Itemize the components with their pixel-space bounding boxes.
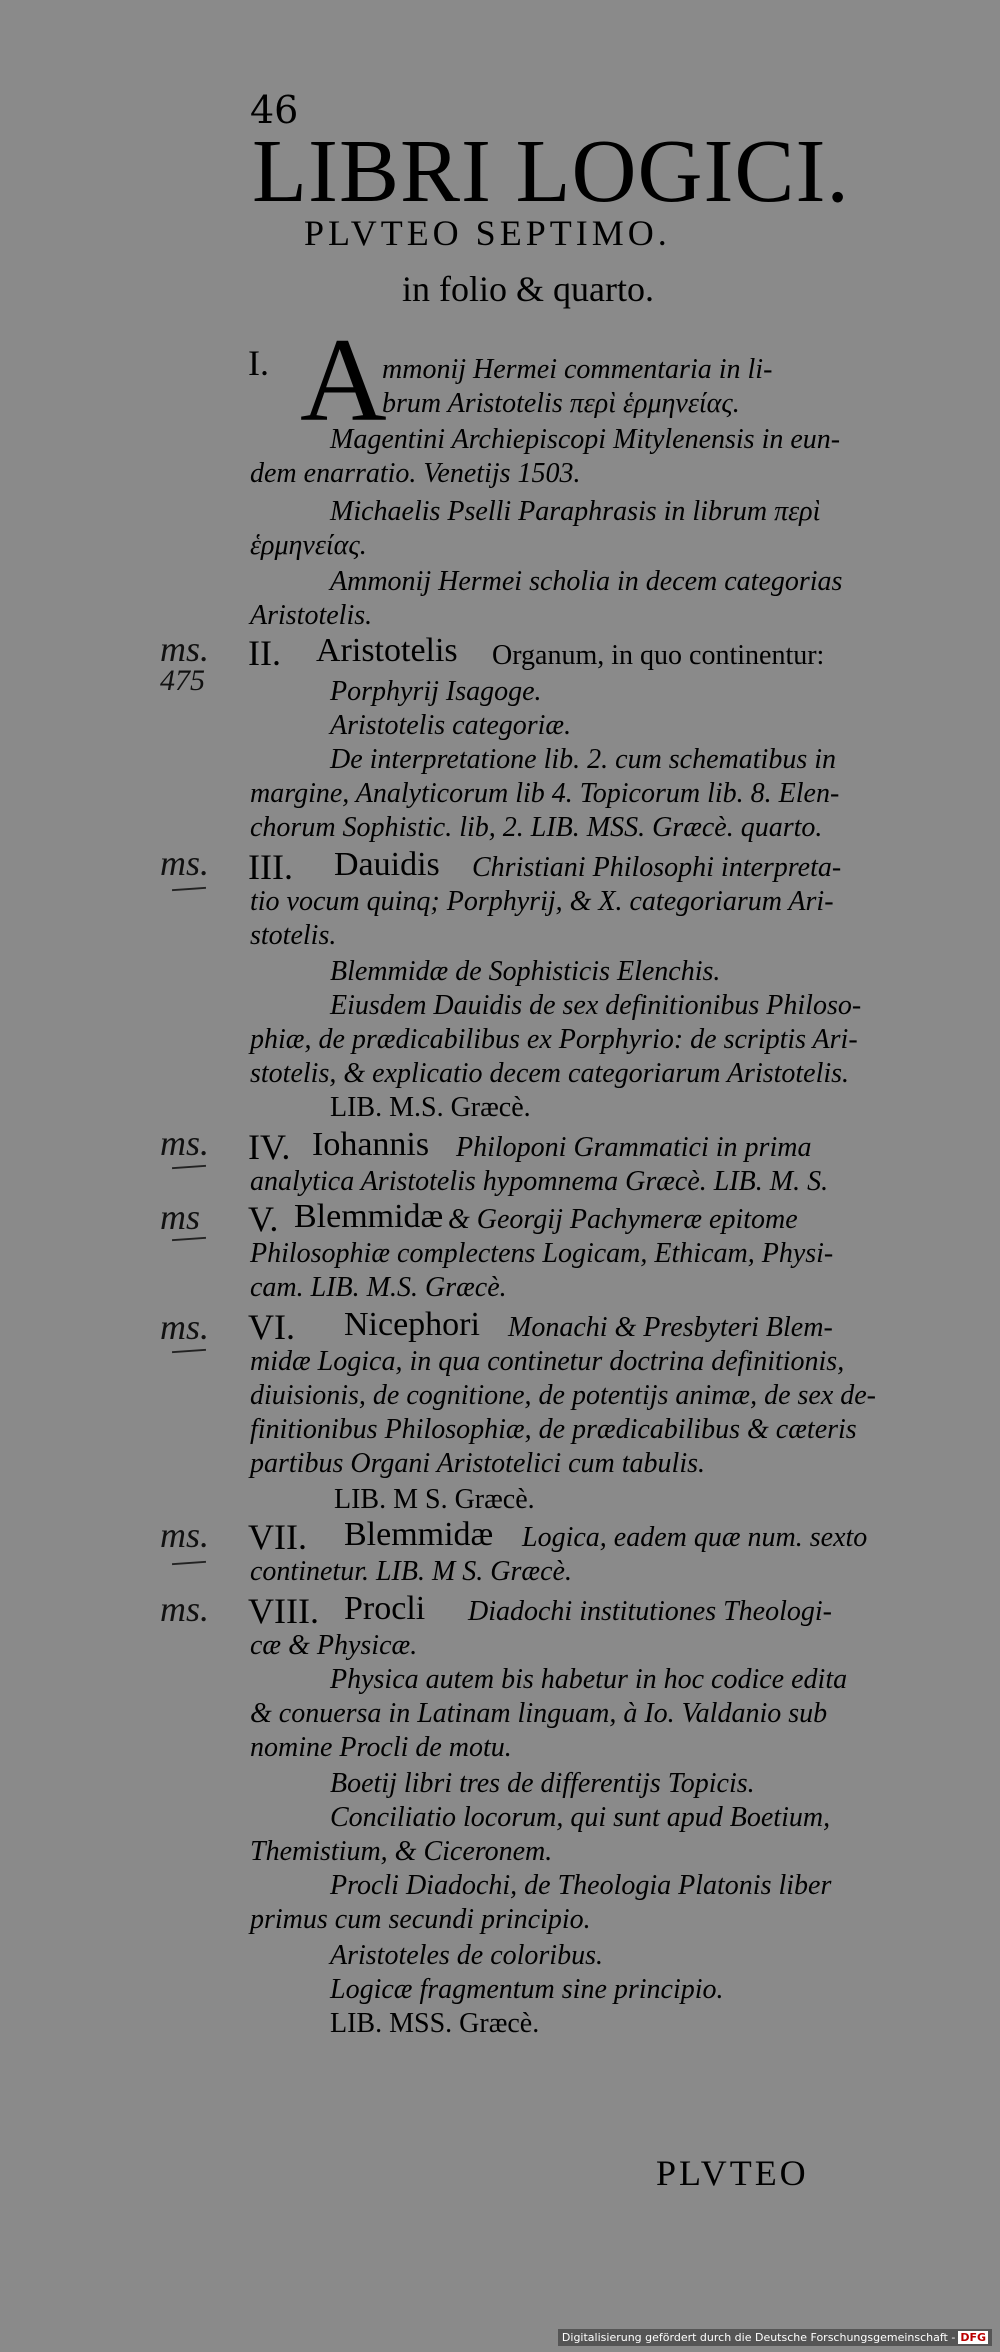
entry-number: VII.: [248, 1517, 307, 1557]
entry-line: Diadochi institutiones Theologi-: [468, 1596, 832, 1627]
digitization-footer: [558, 2329, 992, 2346]
format-line: in folio & quarto.: [402, 269, 654, 309]
entry-number: II.: [248, 633, 281, 673]
margin-note: ms.: [160, 629, 210, 669]
entry-line: brum Aristotelis περὶ ἑρμηνείας.: [382, 388, 740, 419]
footer-text: Digitalisierung gefördert durch die Deutsche Forschungsgemeinschaft -: [561, 2331, 956, 2344]
entry-line: tio vocum quinq; Porphyrij, & X. categoriarum Ari-: [250, 886, 834, 917]
entry-line: nomine Procli de motu.: [250, 1732, 512, 1763]
entry-line: & conuersa in Latinam linguam, à Io. Valdanio sub: [250, 1698, 828, 1729]
catchword: PLVTEO: [656, 2153, 809, 2193]
entry-line: stotelis.: [250, 920, 337, 951]
entry-line: ἑρμηνείας.: [250, 530, 367, 561]
entry-line: Christiani Philosophi interpreta-: [472, 852, 842, 883]
entry-head: Procli: [344, 1590, 426, 1627]
entry-line: cam. LIB. M.S. Græcè.: [250, 1272, 507, 1303]
entry-line: Logicæ fragmentum sine principio.: [330, 1974, 724, 2005]
entry-line: Michaelis Pselli Paraphrasis in librum περὶ: [330, 496, 821, 527]
entry-line: Logica, eadem quæ num. sexto: [522, 1522, 868, 1553]
entry-line: Ammonij Hermei scholia in decem categorias: [330, 566, 843, 597]
entry-line: margine, Analyticorum lib 4. Topicorum lib. 8. Elen-: [250, 778, 840, 809]
margin-dash: [172, 1561, 206, 1565]
page-title: LIBRI LOGICI.: [252, 122, 850, 221]
page-number: 46: [250, 88, 299, 132]
entry-line: Physica autem bis habetur in hoc codice edita: [330, 1664, 848, 1695]
entry-number: IV.: [248, 1127, 291, 1167]
entry-line: primus cum secundi principio.: [250, 1904, 591, 1935]
entry-head: Blemmidæ: [344, 1516, 494, 1553]
entry-line: De interpretatione lib. 2. cum schematibus in: [330, 744, 836, 775]
entry-line: dem enarratio. Venetijs 1503.: [250, 458, 581, 489]
entry-head: Dauidis: [334, 846, 440, 883]
entry-line: Eiusdem Dauidis de sex definitionibus Philoso-: [330, 990, 862, 1021]
margin-note: ms.: [160, 1307, 210, 1347]
drop-cap: A: [300, 313, 387, 446]
entry-line: Blemmidæ de Sophisticis Elenchis.: [330, 956, 721, 987]
entry-line: Procli Diadochi, de Theologia Platonis liber: [330, 1870, 832, 1901]
entry-head: Iohannis: [312, 1126, 430, 1163]
entry-line: LIB. M S. Græcè.: [334, 1484, 535, 1515]
entry-line: Conciliatio locorum, qui sunt apud Boetium,: [330, 1802, 831, 1833]
margin-dash: [172, 1349, 206, 1353]
entry-line: finitionibus Philosophiæ, de prædicabilibus & cæteris: [250, 1414, 857, 1445]
entry-line: Boetij libri tres de differentijs Topicis.: [330, 1768, 755, 1799]
margin-note: ms: [160, 1197, 201, 1237]
entry-line: Aristotelis.: [250, 600, 373, 631]
entry-head: Nicephori: [344, 1306, 480, 1343]
entry-head: Aristotelis: [316, 632, 458, 669]
entry-number: III.: [248, 847, 293, 887]
margin-dash: [172, 1165, 206, 1169]
entry-line: Themistium, & Ciceronem.: [250, 1836, 553, 1867]
entry-line: Philoponi Grammatici in prima: [456, 1132, 812, 1163]
entry-line: & Georgij Pachymeræ epitome: [448, 1204, 798, 1235]
entry-line: LIB. MSS. Græcè.: [330, 2008, 540, 2039]
entry-line: cæ & Physicæ.: [250, 1630, 418, 1661]
entry-number: VI.: [248, 1307, 295, 1347]
margin-note: ms.: [160, 1515, 210, 1555]
entry-line: Philosophiæ complectens Logicam, Ethicam, Physi-: [250, 1238, 834, 1269]
entry-line: Magentini Archiepiscopi Mitylenensis in eun-: [330, 424, 841, 455]
entry-line: partibus Organi Aristotelici cum tabulis.: [250, 1448, 706, 1479]
entry-line: midæ Logica, in qua continetur doctrina definitionis,: [250, 1346, 845, 1377]
dfg-logo-icon: DFG: [960, 2331, 986, 2344]
entry-line: stotelis, & explicatio decem categoriarum Aristotelis.: [250, 1058, 850, 1089]
entry-line: phiæ, de prædicabilibus ex Porphyrio: de scriptis Ari-: [250, 1024, 858, 1055]
entry-line: Porphyrij Isagoge.: [330, 676, 542, 707]
entry-line: chorum Sophistic. lib, 2. LIB. MSS. Græcè. quarto.: [250, 812, 823, 843]
entry-number: I.: [248, 343, 269, 383]
entry-line: diuisionis, de cognitione, de potentijs animæ, de sex de-: [250, 1380, 877, 1411]
margin-dash: [172, 887, 206, 891]
entry-line: analytica Aristotelis hypomnema Græcè. LIB. M. S.: [250, 1166, 829, 1197]
entry-line: Aristotelis categoriæ.: [330, 710, 572, 741]
margin-note: 475: [160, 664, 205, 697]
margin-note: ms.: [160, 843, 210, 883]
entry-line: Monachi & Presbyteri Blem-: [508, 1312, 833, 1343]
margin-note: ms.: [160, 1589, 210, 1629]
entry-line: Organum, in quo continentur:: [492, 640, 825, 671]
entry-line: mmonij Hermei commentaria in li-: [382, 354, 773, 385]
entry-line: LIB. M.S. Græcè.: [330, 1092, 531, 1123]
entry-line: continetur. LIB. M S. Græcè.: [250, 1556, 572, 1587]
entry-line: Aristoteles de coloribus.: [330, 1940, 603, 1971]
entry-head: Blemmidæ: [294, 1198, 444, 1235]
entry-number: VIII.: [248, 1591, 319, 1631]
entry-number: V.: [248, 1199, 279, 1239]
margin-note: ms.: [160, 1123, 210, 1163]
subtitle: PLVTEO SEPTIMO.: [304, 213, 671, 253]
